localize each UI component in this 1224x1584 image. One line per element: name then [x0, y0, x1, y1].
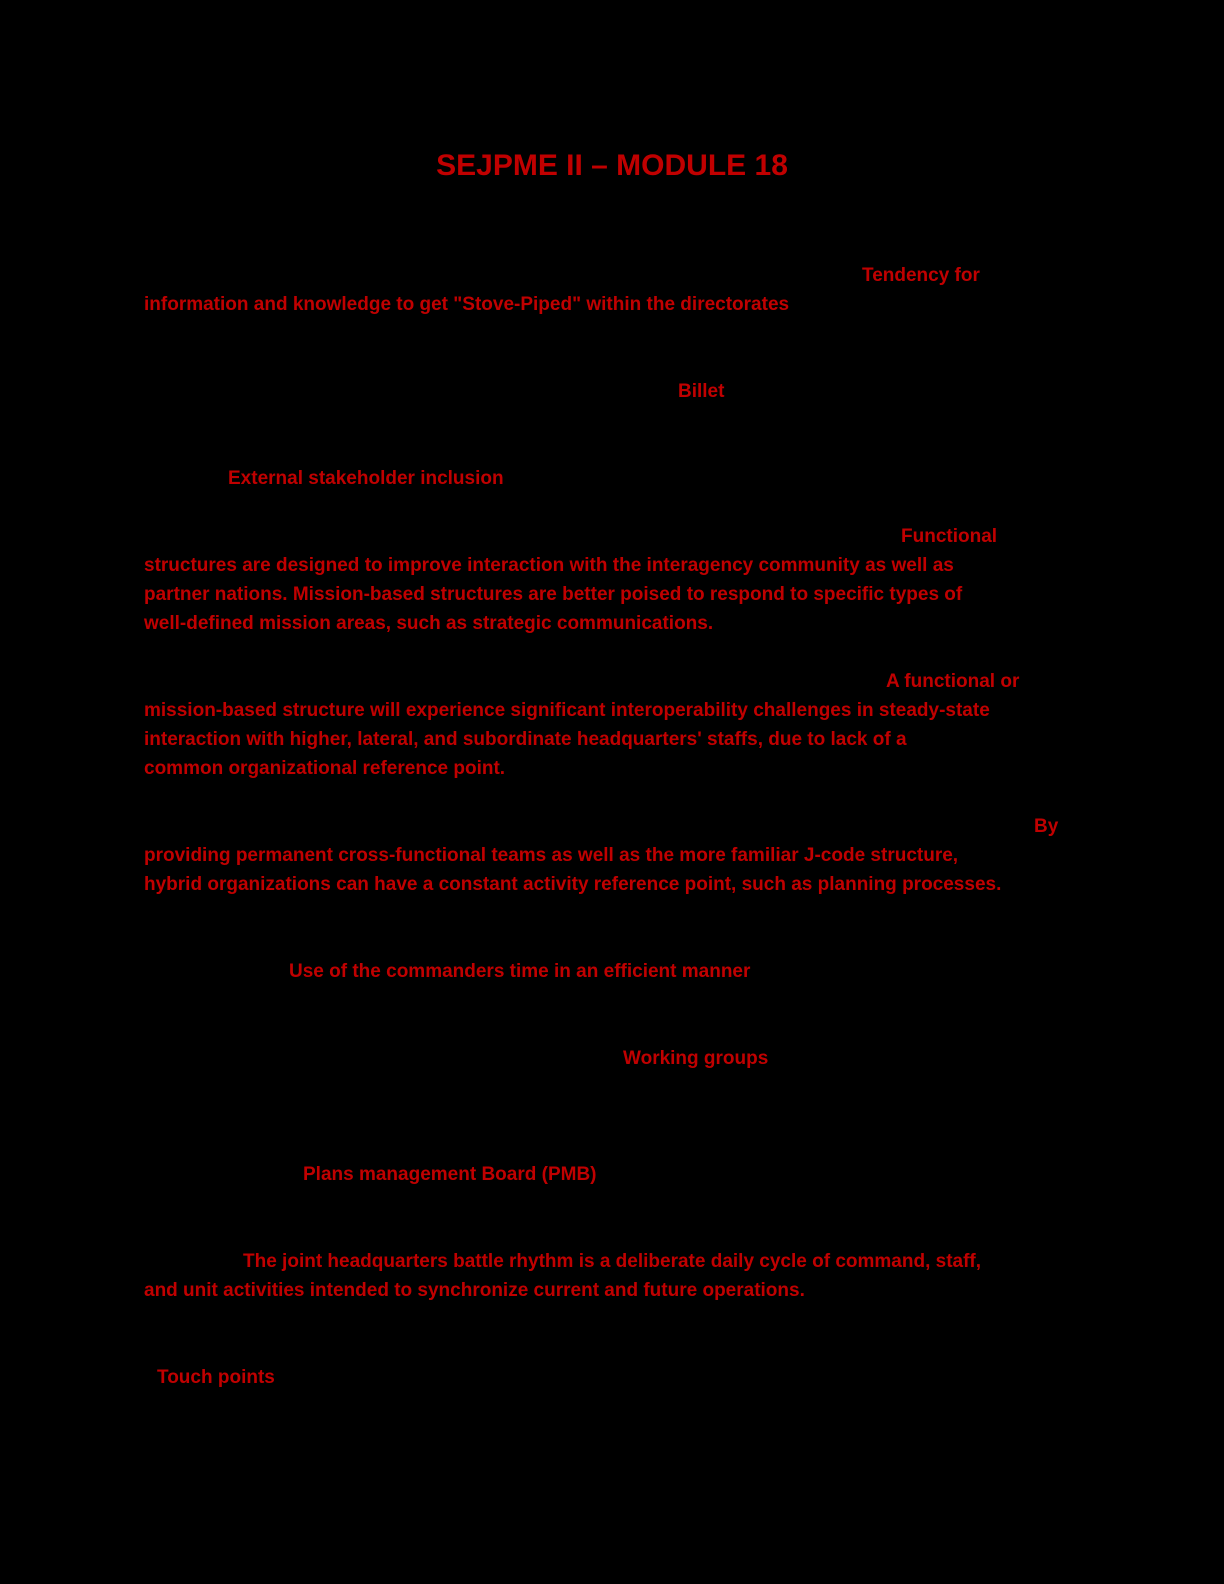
answer-line: structures are designed to improve interaction with the interagency community as well as	[144, 555, 954, 576]
answer-line: interaction with higher, lateral, and subordinate headquarters' staffs, due to lack of a	[144, 729, 907, 750]
answer-line: Touch points	[157, 1367, 275, 1388]
answer-line: information and knowledge to get "Stove-Piped" within the directorates	[144, 294, 790, 315]
answer-line: Tendency for	[862, 265, 980, 286]
answer-line: External stakeholder inclusion	[228, 468, 504, 489]
answer-line: mission-based structure will experience significant interoperability challenges in steady-state	[144, 700, 990, 721]
answer-line: Working groups	[623, 1048, 769, 1069]
answer-line: A functional or	[886, 671, 1020, 692]
answer-line: Billet	[678, 381, 725, 402]
page-title: SEJPME II – MODULE 18	[436, 149, 788, 182]
answer-line: and unit activities intended to synchronize current and future operations.	[144, 1280, 805, 1301]
answer-line: By	[1034, 816, 1059, 837]
answer-line: partner nations. Mission-based structures are better poised to respond to specific types of	[144, 584, 963, 605]
answer-line: The joint headquarters battle rhythm is a deliberate daily cycle of command, staff,	[243, 1251, 982, 1272]
answer-line: Plans management Board (PMB)	[303, 1164, 597, 1185]
answer-line: hybrid organizations can have a constant activity reference point, such as planning processes.	[144, 874, 1002, 895]
answer-line: providing permanent cross-functional teams as well as the more familiar J-code structure,	[144, 845, 959, 866]
answer-line: Use of the commanders time in an efficient manner	[289, 961, 751, 982]
answer-line: Functional	[901, 526, 998, 547]
answer-line: well-defined mission areas, such as strategic communications.	[144, 613, 714, 634]
answer-line: common organizational reference point.	[144, 758, 506, 779]
